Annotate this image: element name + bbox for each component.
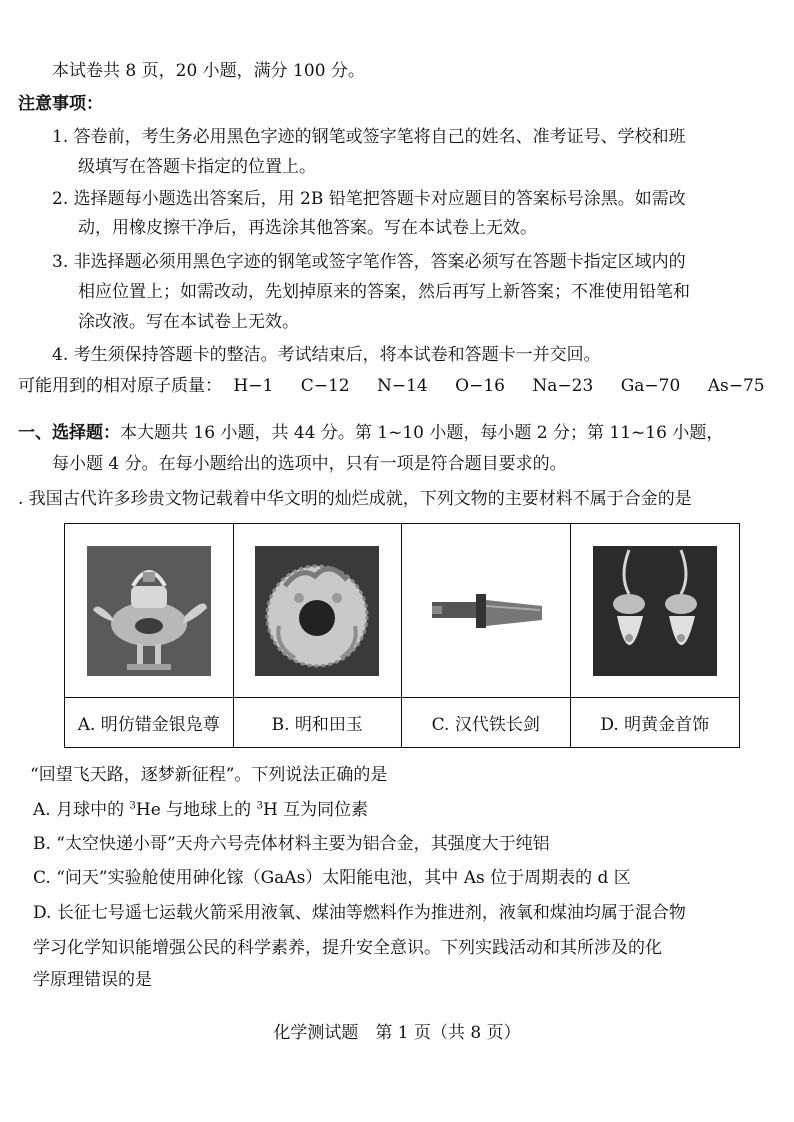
q1-image-b-cell [234, 524, 403, 698]
notice-2-line-2: 动，用橡皮擦干净后，再选涂其他答案。写在本试卷上无效。 [78, 218, 537, 238]
notice-1-line-2: 级填写在答题卡指定的位置上。 [78, 157, 316, 177]
notice-3-line-2: 相应位置上；如需改动，先划掉原来的答案，然后再写上新答案；不准使用铅笔和 [78, 282, 690, 302]
page-footer: 化学测试题 第 1 页（共 8 页） [273, 1023, 521, 1043]
q2-option-c: C. “问天”实验舱使用砷化镓（GaAs）太阳能电池，其中 As 位于周期表的 d 区 [33, 868, 631, 888]
q1-option-c: C. 汉代铁长剑 [402, 698, 571, 747]
q3-stem-line-1: 学习化学知识能增强公民的科学素养，提升安全意识。下列实践活动和其所涉及的化 [33, 938, 662, 958]
q1-option-d: D. 明黄金首饰 [600, 715, 710, 735]
q1-stem: . 我国古代许多珍贵文物记载着中华文明的灿烂成就，下列文物的主要材料不属于合金的是 [18, 489, 692, 509]
q1-image-c-cell [402, 524, 571, 698]
q2-stem: “回望飞天路，逐梦新征程”。下列说法正确的是 [30, 765, 388, 785]
atomic-masses: 可能用到的相对原子质量： H−1 C−12 N−14 O−16 Na−23 Ga−70 As−75 [18, 376, 765, 396]
q2-option-a: A. 月球中的 $^3$He 与地球上的 $^3$H 互为同位素 [33, 800, 369, 820]
q1-option-table [64, 523, 740, 748]
q1-option-b: B. 明和田玉 [234, 698, 403, 747]
duck-vessel-image [87, 546, 211, 676]
q1-image-a-cell [65, 524, 234, 698]
q2-option-d: D. 长征七号遥七运载火箭采用液氧、煤油等燃料作为推进剂，液氧和煤油均属于混合物 [33, 903, 686, 923]
section-1-desc-line-2: 每小题 4 分。在每小题给出的选项中，只有一项是符合题目要求的。 [52, 454, 567, 474]
gold-jewelry-image [593, 546, 717, 676]
jade-disc-image [255, 546, 379, 676]
notice-3-line-1: 3. 非选择题必须用黑色字迹的钢笔或签字笔作答，答案必须写在答题卡指定区域内的 [52, 252, 686, 272]
iron-sword-image [424, 546, 548, 676]
q3-stem-line-2: 学原理错误的是 [33, 970, 152, 990]
section-1-heading: 一、选择题：本大题共 16 小题，共 44 分。第 1~10 小题，每小题 2 分；第 11~16 小题， [18, 423, 724, 443]
q1-image-d-cell [571, 524, 740, 698]
intro-text: 本试卷共 8 页，20 小题，满分 100 分。 [52, 61, 365, 81]
notice-4-line-1: 4. 考生须保持答题卡的整洁。考试结束后，将本试卷和答题卡一并交回。 [52, 345, 601, 365]
notice-3-line-3: 涂改液。写在本试卷上无效。 [78, 312, 299, 332]
q2-option-b: B. “太空快递小哥”天舟六号壳体材料主要为铝合金，其强度大于纯铝 [33, 834, 550, 854]
notice-title: 注意事项： [18, 94, 103, 114]
notice-2-line-1: 2. 选择题每小题选出答案后，用 2B 铅笔把答题卡对应题目的答案标号涂黑。如需改 [52, 189, 686, 209]
notice-1-line-1: 1. 答卷前，考生务必用黑色字迹的钢笔或签字笔将自己的姓名、准考证号、学校和班 [52, 127, 686, 147]
q1-option-a: A. 明仿错金银凫尊 [65, 698, 234, 747]
